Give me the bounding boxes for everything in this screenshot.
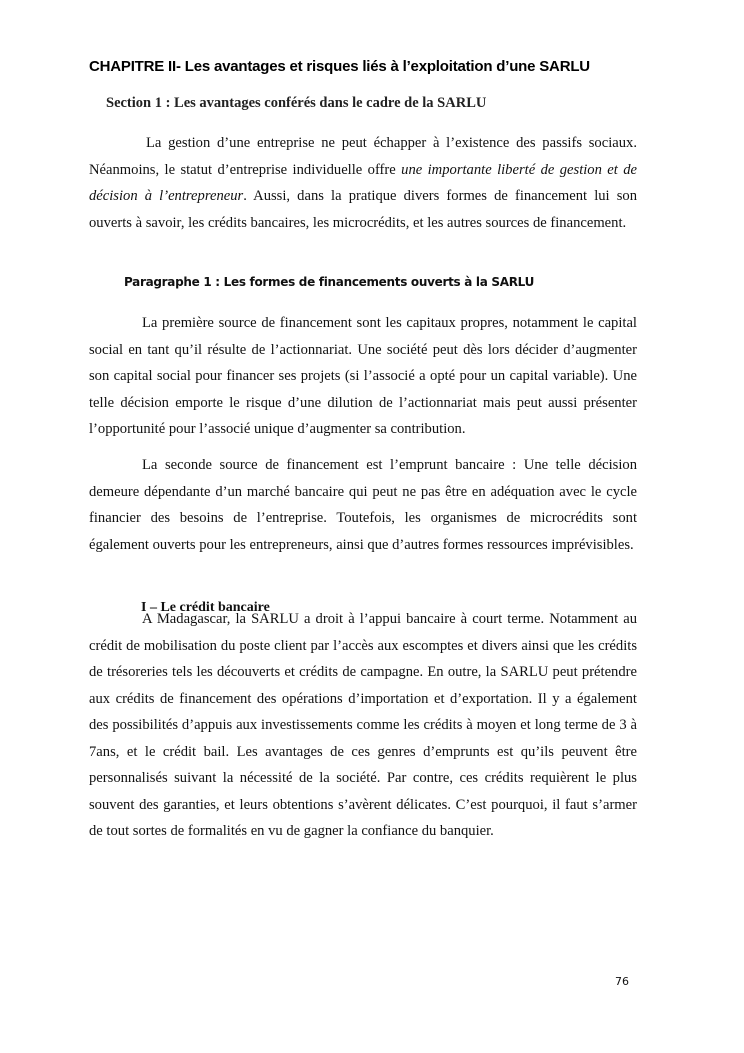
capitaux-paragraph xyxy=(89,310,637,443)
subsection-title: I – Le crédit bancaire xyxy=(141,600,270,615)
intro-paragraph xyxy=(89,130,637,236)
credit-paragraph xyxy=(89,606,637,845)
page-number: 76 xyxy=(615,975,629,988)
credit-text: A Madagascar, la SARLU a droit à l’appui bancaire à court terme. Notamment au crédit de mobilisation du poste client par l’accès aux escomptes et divers ainsi que les crédits de trésoreries tels les découverts et crédits de campagne. En outre, la SARLU peut prétendre aux crédits de financement des opérations d’importation et d’exportation. Il y a également des possibilités d’appuis aux investissements comme les crédits à moyen et long terme de 3 à 7ans, et le crédit bail. Les avantages de ces genres d’emprunts est qu’ils peuvent être personnalisés suivant la nécessité de la société. Par contre, ces crédits requièrent le plus souvent des garanties, et leurs obtentions s’avèrent délicates. C’est pourquoi, il faut s’armer de tout sortes de formalités en vu de gagner la confiance du banquier. xyxy=(89,611,637,839)
capitaux-text: La première source de financement sont les capitaux propres, notamment le capital social en tant qu’il résulte de l’actionnariat. Une société peut dès lors décider d’augmenter son capital social pour financer ses projets (si l’associé a opté pour un capital variable). Une telle décision emporte le risque d’une dilution de l’actionnariat mais peut aussi présenter l’opportunité pour l’associé unique d’augmenter sa contribution. xyxy=(89,315,637,437)
chapter-title: CHAPITRE II- Les avantages et risques liés à l’exploitation d’une SARLU xyxy=(89,58,590,75)
intro-text-start: La gestion d’une entreprise ne peut échapper à l’existence des passifs sociaux. Néanmoins, le statut d’entreprise individuelle offre xyxy=(89,135,637,178)
intro-emphasis: une importante liberté de gestion et de décision à l’entrepreneur xyxy=(89,161,637,204)
paragraph-1-title: Paragraphe 1 : Les formes de financements ouverts à la SARLU xyxy=(124,275,535,289)
section-title: Section 1 : Les avantages conférés dans le cadre de la SARLU xyxy=(106,95,487,111)
emprunt-text: La seconde source de financement est l’emprunt bancaire : Une telle décision demeure dépendante d’un marché bancaire qui peut ne pas être en adéquation avec le cycle financier des besoins de l’entreprise. Toutefois, les organismes de microcrédits sont également ouverts pour les entrepreneurs, ainsi que d’autres formes ressources imprévisibles. xyxy=(89,457,637,553)
intro-text-end: . Aussi, dans la pratique divers formes de financement lui son ouverts à savoir, les crédits bancaires, les microcrédits, et les autres sources de financement. xyxy=(89,188,638,231)
emprunt-paragraph xyxy=(89,452,637,558)
